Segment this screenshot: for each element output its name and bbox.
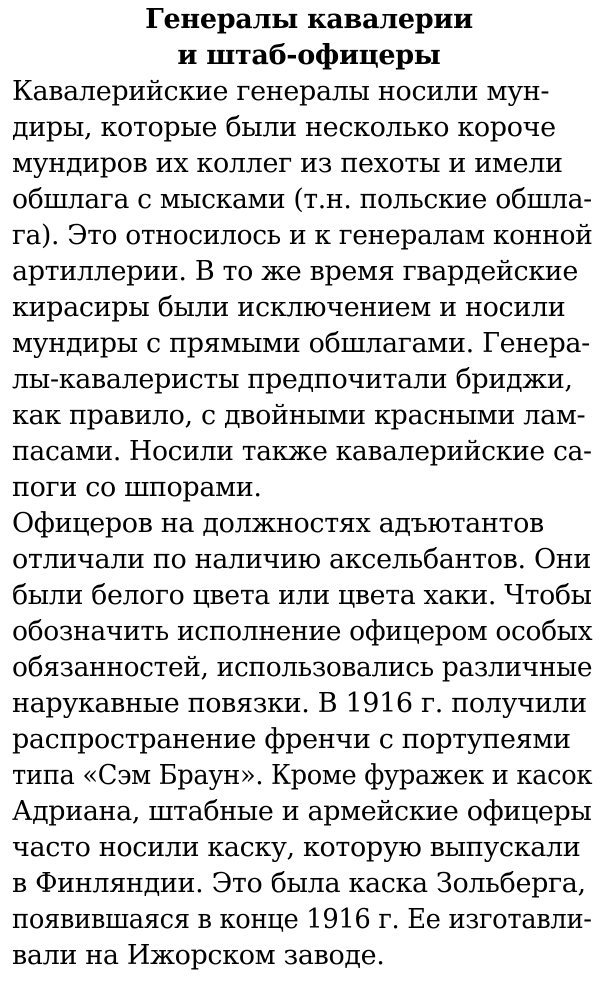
section-heading-line-2: и штаб-офицеры <box>177 40 441 71</box>
body-line-21: Адриана, штабные и армейские офицеры <box>12 796 592 827</box>
body-line-16: обозначить исполнение офицером особых <box>12 616 593 647</box>
body-line-1: Кавалерийские генералы носили мун- <box>12 76 550 107</box>
body-line-19: распространение френчи с портупеями <box>12 724 571 755</box>
body-line-24: появившаяся в конце 1916 г. Ее изготавли- <box>12 904 592 935</box>
body-line-17: обязанностей, использовались различные <box>12 652 593 683</box>
body-line-11: пасами. Носили также кавалерийские са- <box>12 436 592 467</box>
body-line-3: мундиров их коллег из пехоты и имели <box>12 148 563 179</box>
body-line-20: типа «Сэм Браун». Кроме фуражек и касок <box>12 760 593 791</box>
section-heading-line-1: Генералы кавалерии <box>145 4 473 35</box>
body-line-2: диры, которые были несколько короче <box>12 112 556 143</box>
body-line-18: нарукавные повязки. В 1916 г. получили <box>12 688 587 719</box>
body-line-4: обшлага с мысками (т.н. польские обшла- <box>12 184 592 215</box>
body-line-13: Офицеров на должностях адъютантов <box>12 508 544 539</box>
body-line-8: мундиры с прямыми обшлагами. Генера- <box>12 328 590 359</box>
body-line-25: вали на Ижорском заводе. <box>12 940 385 971</box>
body-line-22: часто носили каску, которую выпускали <box>12 832 581 863</box>
body-line-9: лы-кавалеристы предпочитали бриджи, <box>12 364 573 395</box>
body-line-10: как правило, с двойными красными лам- <box>12 400 586 431</box>
body-line-23: в Финляндии. Это была каска Зольберга, <box>12 868 586 899</box>
body-line-5: га). Это относилось и к генералам конной <box>12 220 593 251</box>
body-line-7: кирасиры были исключением и носили <box>12 292 566 323</box>
body-line-15: были белого цвета или цвета хаки. Чтобы <box>12 580 592 611</box>
body-line-14: отличали по наличию аксельбантов. Они <box>12 544 592 575</box>
body-line-12: поги со шпорами. <box>12 472 262 503</box>
body-line-6: артиллерии. В то же время гвардейские <box>12 256 579 287</box>
